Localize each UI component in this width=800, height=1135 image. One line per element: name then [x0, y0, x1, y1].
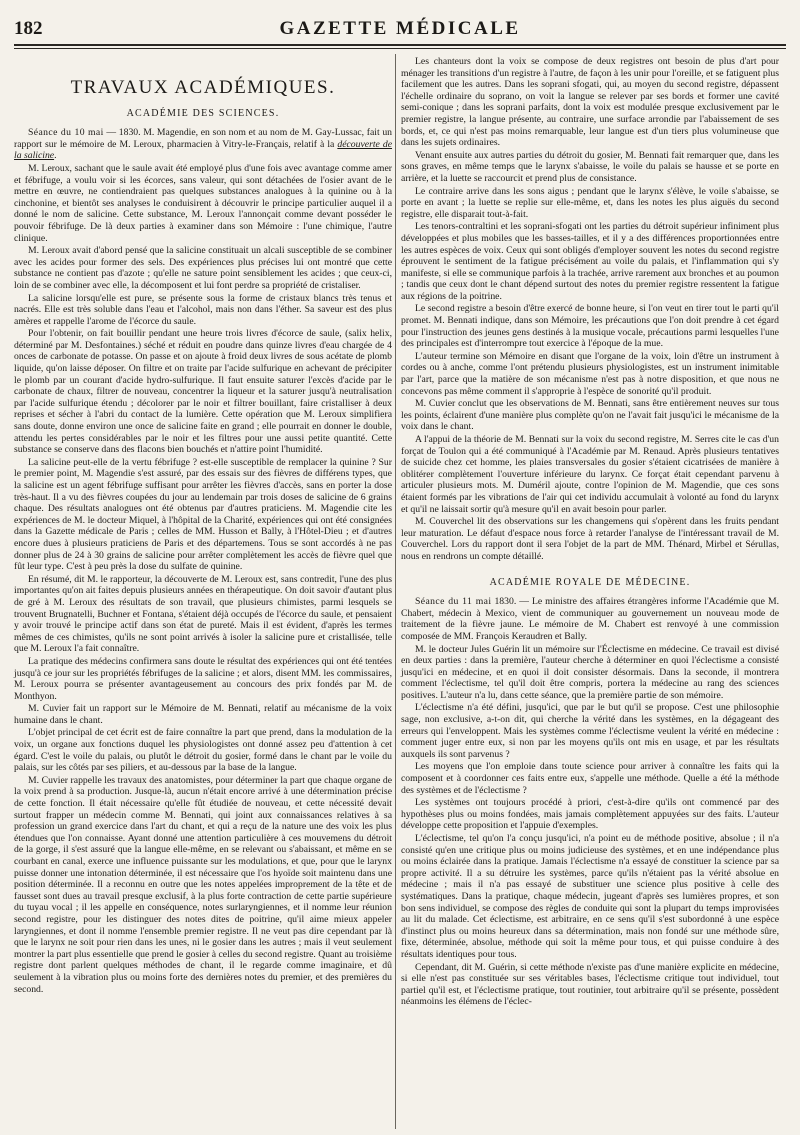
header-rule-thin — [14, 48, 786, 49]
paragraph: En résumé, dit M. le rapporteur, la découverte de M. Leroux est, sans contredit, l'une des plus importantes qu'on ait faites depuis plusieurs années en thérapeutique. On doit savoir d'autant plus de gré à M. Leroux des résultats de son travail, que plusieurs chimistes, parmi lesquels se trouvent Brugnatelli, Buchner et Fontana, s'étaient déjà occupés de l'écorce du saule, et pensaient y avoir trouvé le principe actif dans son état de pureté. Mais il est évident, d'après les termes mêmes de ces chimistes, qu'ils ne sont point arrivés à isoler la salicine pure et cristallisée, telle que M. Leroux l'a fait connaître. — [14, 573, 392, 655]
academie-medecine-heading: ACADÉMIE ROYALE DE MÉDECINE. — [489, 576, 691, 588]
paragraph: M. Cuvier fait un rapport sur le Mémoire de M. Bennati, relatif au mécanisme de la voix humaine dans le chant. — [14, 703, 392, 726]
paragraph: L'auteur termine son Mémoire en disant que l'organe de la voix, loin d'être un instrument à cordes ou à anche, comme l'ont prétendu plusieurs physiologistes, est un instrument inimitable par l'art, parce que la matière de son mécanisme n'est pas à notre disposition, et que nous ne concevons pas même comment il s'approprie à l'espèce de sonorité qu'il produit. — [401, 350, 779, 397]
seance-label: Séance du 11 mai — [415, 596, 492, 608]
paragraph: L'éclectisme, tel qu'on l'a conçu jusqu'ici, n'a point eu de méthode positive, absolue ; il n'a consisté qu'en une critique plus ou moins judicieuse des systèmes, et en une indépendance plus ou moins éclairée dans la pratique. Jamais l'éclectisme n'a essayé de constituer la science par sa propre activité. Il a su détruire les systèmes, parce qu'ils n'étaient pas la vérité absolue en médecine ; mais il n'a pas essayé de substituer une science plus positive à celle des systématiques. Dans la pratique, chaque médecin, jugeant d'après ses lumières propres, et son bon sens individuel, se compose des règles de conduite qui sont la plupart du temps improvisées au lit du malade. Cet éclectisme, est arbitraire, en ce sens qu'il s'est subordonné à une espèce d'instinct plus ou moins heureux dans sa détermination, mais non fondé sur une méthode sûre, fixe, déterminée, absolue, méthode qui soit la même pour tous, et qui puisse conduire à des résultats identiques pour tous. — [401, 833, 779, 960]
running-header — [14, 18, 786, 44]
paragraph: Le contraire arrive dans les sons aigus ; pendant que le larynx s'élève, le voile s'abaisse, se porte en avant ; la luette se replie sur elle-même, et, dans les notes les plus aiguës du second registre, elle disparait tout-à-fait. — [401, 185, 779, 220]
paragraph: Séance du 10 mai — 1830. M. Magendie, en son nom et au nom de M. Gay-Lussac, fait un rapport sur le mémoire de M. Leroux, pharmacien à Vitry-le-Français, relatif à la découverte de la salicine. — [14, 127, 393, 162]
paragraph: Pour l'obtenir, on fait bouillir pendant une heure trois livres d'écorce de saule, (salix helix, déterminé par M. Desfontaines.) séché et réduit en poudre dans quinze livres d'eau chargée de 4 onces de carbonate de potasse. On passe et on ajoute à froid deux livres de sous acétate de plomb liquide, qu'on laisse déposer. On filtre et on traite par l'acide sulfurique en achevant de précipiter le plomb par un courant d'acide hydro-sulfurique. Il faut ensuite saturer l'excès d'acide par le carbonate de chaux, filtrer de nouveau, concentrer la liqueur et la saturer jusqu'à neutralisation par l'acide sulfurique étendu ; décolorer par le noir et filtrer bouillant, faire cristalliser à deux reprises et sécher à l'abri du contact de la lumière. Cette opération que M. Leroux simplifiera sans doute, donne environ une once de salicine faite en grand ; elle pourrait en donner le double, attendu les pertes considérables par le noir et les filtres pour une aussi petite quantité. Cette substance se conserve dans des flacons bien bouchés et n'attire point l'humidité. — [14, 328, 392, 456]
paragraph: M. Leroux, sachant que le saule avait été employé plus d'une fois avec avantage comme amer et fébrifuge, a voulu voir si les écorces, sans valeur, qui sont détachées de l'osier avant de le mettre en œuvre, ne contiendraient pas quelques substances analogues à la quinine ou à la cinchonine, et bientôt ses analyses le conduisirent à découvrir le principe particulier auquel il a donné le nom de salicine. Cette substance, M. Leroux l'annonçait comme devant posséder le pouvoir fébrifuge. De là deux parties à examiner dans son Mémoire : l'une chimique, l'autre clinique. — [14, 162, 392, 244]
paragraph: M. Cuvier conclut que les observations de M. Bennati, sans être entièrement neuves sur tous les points, éclairent d'une manière plus complète qu'on ne l'avait fait jusqu'ici le mécanisme de la voix dans le chant. — [401, 398, 779, 433]
paragraph: Venant ensuite aux autres parties du détroit du gosier, M. Bennati fait remarquer que, dans les sons graves, en même temps que le larynx s'abaisse, le voile du palais se hausse et se porte en arrière, et la luette se raccourcit et prend plus de consistance. — [401, 149, 779, 184]
paragraph: La pratique des médecins confirmera sans doute le résultat des expériences qui ont été tentées jusqu'à ce jour sur les propriétés fébrifuges de la salicine ; et alors, disent MM. les commissaires, M. Leroux pourra se présenter avantageusement au concours des prix fondés par M. de Monthyon. — [14, 655, 392, 702]
section-title: TRAVAUX ACADÉMIQUES. — [70, 77, 336, 98]
paragraph: M. Cuvier rappelle les travaux des anatomistes, pour déterminer la part que chaque organe de la voix prend à sa production. Jusque-là, aucun n'était encore arrivé à une détermination précise de cette fonction. Il était nécessaire qu'elle fût étudiée de nouveau, et cette nécessité devait surtout frapper un médecin comme M. Bennati, qui joint aux connaissances relatives à sa profession un grand exercice dans l'art du chant, et qui a reçu de la nature une des voix les plus étendues que l'on connaisse. Ayant donné une attention particulière à ces mouvemens du détroit de la gorge, il s'est assuré que la langue elle-même, en se relevant ou s'abaissant, et même en se courbant en canal, exerce une influence puissante sur les modulations, et que, pour que le larynx puisse donner une intonation déterminée, il est nécessaire que l'os hyoïde soit maintenu dans une position déterminée. Il a reconnu en outre que les notes appelées improprement de la tête et de fausset sont dues au travail presque exclusif, à la plus forte contraction de cette partie supérieure du tuyau vocal ; il les appelle en conséquence, notes surlaryngiennes, et il nomme leur réunion second registre, pour les distinguer des notes dites de poitrine, qu'il aime mieux appeler laryngiennes, et dont il nomme l'ensemble premier registre. Il ne veut pas dire cependant par là que le larynx ne soit pour rien dans les unes, ni le gosier dans les autres ; mais il veut seulement montrer la part plus essentielle que prend le gosier à celles du second registre. Quant au troisième registre dont parlent quelques méthodes de chant, il le regarde comme imaginaire, et dû seulement à la vibration plus ou moins forte des dernières notes du premier, et des premières du second. — [14, 774, 392, 995]
paragraph: La salicine lorsqu'elle est pure, se présente sous la forme de cristaux blancs très tenus et nacrés. Elle est très soluble dans l'eau et l'alcohol, mais non dans l'éther. Sa saveur est des plus amères et rappelle l'arome de l'écorce du saule. — [14, 292, 392, 327]
paragraph: M. Leroux avait d'abord pensé que la salicine constituait un alcali susceptible de se combiner avec les acides pour former des sels. Des expériences plus précises lui ont montré que cette substance ne contient pas d'azote ; qu'elle ne sature point sensiblement les acides ; que ceux-ci, loin de se combiner avec elle, la décomposent et lui font perdre sa propriété de cristaliser. — [14, 245, 392, 291]
column-divider — [395, 54, 396, 1129]
paragraph: Les systèmes ont toujours procédé à priori, c'est-à-dire qu'ils ont commencé par des hypothèses plus ou moins fondées, mais jamais complètement appuyées sur des faits. L'auteur développe cette proposition et l'appuie d'exemples. — [401, 797, 779, 832]
academie-sciences-heading: ACADÉMIE DES SCIENCES. — [126, 107, 280, 119]
header-rule — [14, 44, 786, 46]
paragraph: La salicine peut-elle de la vertu fébrifuge ? est-elle susceptible de remplacer la quinine ? Sur le premier point, M. Magendie s'est assuré, par des essais sur des fièvres de différens types, que la salicine est un agent fébrifuge suffisant pour arrêter les fièvres d'accès, sans en porter la dose très-haut. Il a vu des fièvres coupées du jour au lendemain par trois doses de salicine de 6 grains chaque. Des résultats analogues ont été obtenus par d'autres praticiens. M. Magendie cite les expériences de M. le docteur Miquel, à l'hôpital de la Charité, expériences qui ont été consignées dans la Gazette médicale de Paris ; celles de MM. Husson et Bally, à l'Hôtel-Dieu ; et d'autres encore dues à plusieurs praticiens de Paris et des départemens. Tous se sont accordés à ne pas donner plus de 24 à 30 grains de salicine pour arrêter complètement les accès de fièvre quel que fût leur type. C'est à peu près la dose du sulfate de quinine. — [14, 456, 392, 573]
paragraph: Les moyens que l'on emploie dans toute science pour arriver à connaître les faits qui la composent et à coordonner ces faits entre eux, s'appelle une méthode. Quelle a été la méthode des systèmes et de l'éclectisme ? — [401, 761, 779, 796]
paragraph: A l'appui de la théorie de M. Bennati sur la voix du second registre, M. Serres cite le cas d'un forçat de Toulon qui a été communiqué à l'Académie par M. Renaud. Après plusieurs tentatives de suicide chez cet homme, les plaies transversales du gosier s'étaient cicatrisées de manière à oblitérer complètement l'ouverture inférieure du larynx. Ce forçat était cependant parvenu à articuler plusieurs mots. M. Duméril ajoute, contre l'opinion de M. Magendie, que ces sons étaient formés par les vibrations de l'air qui cet individu accumulait à volonté au fond du larynx et qu'il ne laissait sortir qu'à mesure qu'il en avait besoin pour parler. — [401, 434, 779, 515]
page-number: 182 — [14, 18, 43, 39]
left-column — [14, 54, 392, 996]
paragraph: L'éclectisme n'a été défini, jusqu'ici, que par le but qu'il se propose. C'est une philosophie sage, non exclusive, a-t-on dit, qui cherche la vérité dans les systèmes, en la dégageant des erreurs qui l'enveloppent. Mais les systèmes comme l'éclectisme veulent la vérité en médecine : comment juger entre eux, si non par les moyens qu'ils ont mis en usage, et par les résultats auxquels ils sont parvenus ? — [401, 702, 779, 760]
paragraph: L'objet principal de cet écrit est de faire connaître la part que prend, dans la modulation de la voix, un organe aux fonctions duquel les physiologistes ont donné assez peu d'attention à cet égard. C'est le voile du palais, ou plutôt le détroit du gosier, formé dans le chant par le voile du palais, sur les côtés par ses piliers, et au-dessous par la base de la langue. — [14, 727, 392, 774]
paragraph: Le second registre a besoin d'être exercé de bonne heure, si l'on veut en tirer tout le parti qu'il promet. M. Bennati indique, dans son Mémoire, les précautions que l'on doit prendre à cet égard pour l'instruction des jeunes gens destinés à la musique vocale, précautions parmi lesquelles l'une des principales est d'interrompre tout exercice à l'époque de la mue. — [401, 303, 779, 350]
paragraph: M. Couverchel lit des observations sur les changemens qui s'opèrent dans les fruits pendant leur maturation. Le défaut d'espace nous force à retarder l'analyse de l'intéressant travail de M. Couverchel. Lors du rapport dont il sera l'objet de la part de MM. Thénard, Mirbel et Sérullas, nous en rendrons un compte détaillé. — [401, 516, 779, 562]
paragraph: Séance du 11 mai 1830. — Le ministre des affaires étrangères informe l'Académie que M. Chabert, médecin à Mexico, vient de communiquer au gouvernement un nouveau mode de traitement de la fièvre jaune. Le mémoire de M. Chabert est renvoyé à une commission composée de MM. François Keraudren et Bally. — [401, 596, 780, 642]
right-column — [401, 56, 779, 1009]
paragraph: Les chanteurs dont la voix se compose de deux registres ont besoin de plus d'art pour ménager les transitions d'un registre à l'autre, de façon à les unir pour l'oreille, et se fatiguent plus facilement que les autres. Dans les soprani sfogati, qui, au moyen du second registre, dépassent l'échelle ordinaire du soprano, on voit la langue se relever par ses bords et former une cavité semi-conique ; dans les soprani parfaits, dont la voix est modulée presque exclusivement par le premier registre, la langue présente, au contraire, une surface arrondie par l'abaissement de ses bords, et, ce qui n'est pas moins remarquable, leur langue est d'un tiers plus volumineuse que dans les sujets ordinaires. — [401, 56, 779, 149]
seance-label: Séance du 10 mai — [28, 127, 104, 139]
salicine-link-text: découverte de la salicine — [14, 138, 393, 162]
paragraph: M. le docteur Jules Guérin lit un mémoire sur l'Éclectisme en médecine. Ce travail est divisé en deux parties : dans la première, l'auteur cherche à déterminer en quoi l'éclectisme a consisté jusqu'ici en médecine, et en quoi il doit consister désormais. Dans la seconde, il montrera comment l'éclectisme, tel qu'il doit être compris, portera la médecine au rang des sciences positives. L'auteur n'a lu, dans cette séance, que la première partie de son mémoire. — [401, 643, 779, 701]
journal-title: GAZETTE MÉDICALE — [279, 18, 521, 39]
paragraph: Les tenors-contraltini et les soprani-sfogati ont les parties du détroit supérieur infiniment plus développées et plus mobiles que les basses-tailles, et il y a des différences proportionnées entre les autres espèces de voix. Ceux qui sont obligés d'employer souvent les notes du second registre éprouvent le sentiment de la fatigue précisément au voile du palais, et l'inflammation qui s'y manifeste, si elle se communique parfois à la trachée, arrive rarement aux bronches et au poumon ; tandis que ceux dont le chant dépend surtout des notes du premier registre ressentent la fatigue aux régions de la poitrine. — [401, 221, 779, 302]
paragraph: Cependant, dit M. Guérin, si cette méthode n'existe pas d'une manière explicite en médecine, si elle n'est pas constituée sur ses véritables bases, l'éclectisme critique tout individuel, tout partiel qu'il est, et l'éclectisme pratique, tout routinier, tout arbitraire qu'il se présente, possèdent néanmoins les élémens de l'éclec- — [401, 961, 779, 1008]
